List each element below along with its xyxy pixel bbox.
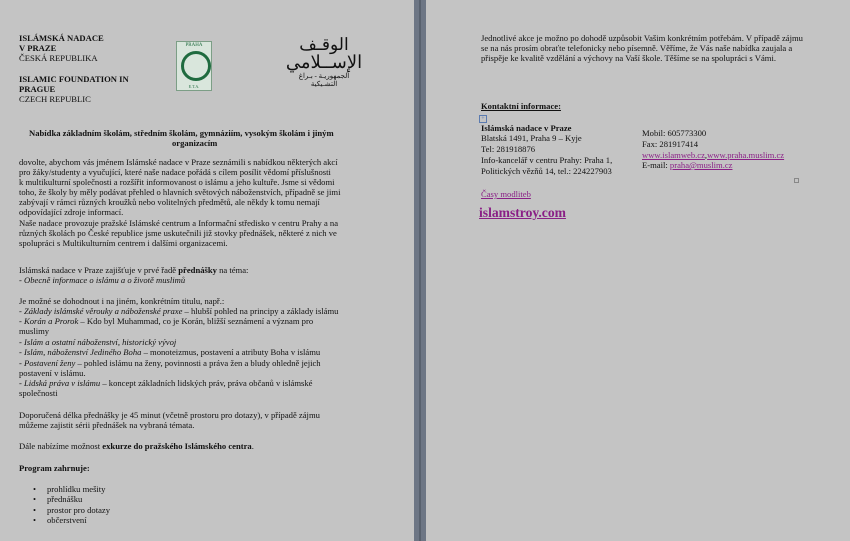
org-country-cs: ČESKÁ REPUBLIKA bbox=[19, 53, 98, 63]
topic-line bbox=[19, 337, 176, 347]
offer-title-2: organizacím bbox=[172, 138, 218, 148]
agree-line: Je možné se dohodnout i na jiném, konkrétním titulu, např.: bbox=[19, 296, 225, 306]
crescent-icon bbox=[181, 51, 211, 81]
contact-address: Blatská 1491, Praha 9 – Kyje bbox=[481, 133, 582, 143]
closing-line: se na nás prosím obraťte telefonicky nebo písemně. Věříme, že Vás naše nabídka zaujala a bbox=[481, 43, 793, 53]
page-2 bbox=[426, 0, 850, 541]
lecture-bold: přednášky bbox=[178, 265, 217, 275]
excursion-line bbox=[19, 441, 254, 451]
org-name-en-2: PRAGUE bbox=[19, 84, 56, 94]
topic-line bbox=[19, 358, 321, 368]
topic-line bbox=[19, 316, 313, 326]
contact-email bbox=[642, 160, 732, 170]
list-item: • přednášku bbox=[33, 494, 110, 504]
lecture-tail: na téma: bbox=[216, 265, 249, 275]
topic-line bbox=[19, 388, 58, 398]
contact-heading: Kontaktní informace: bbox=[481, 101, 561, 111]
topic-line bbox=[19, 368, 86, 378]
excursion-bold: exkurze do pražského Islámského centra bbox=[102, 441, 252, 451]
intro-line: k multikulturní společnosti a rozšířit informovanost o islámu a jeho kultuře. Jsme si vědomi bbox=[19, 177, 335, 187]
topic-desc: – Kdo byl Muhammad, co je Korán, bližší seznámení a význam pro bbox=[78, 316, 314, 326]
contact-fax: Fax: 281917414 bbox=[642, 139, 699, 149]
excursion-tail: . bbox=[251, 441, 254, 451]
web-link-2[interactable]: www.praha.muslim.cz bbox=[707, 150, 785, 160]
intro-line: pro žáky/studenty a vyučující, které naše nadace pořádá s cílem posílit vědomí příslušnosti bbox=[19, 167, 331, 177]
intro-line: toho, že školy by měly podávat přehled o hlavních světových náboženstvích, případně se jimi bbox=[19, 187, 341, 197]
topic-desc: společnosti bbox=[19, 388, 58, 398]
intro-line: spolupráci s Multikulturním centrem i dalšími organizacemi. bbox=[19, 238, 228, 248]
contact-org: Islámská nadace v Praze bbox=[481, 123, 572, 133]
closing-line: přispěje ke kvalitě vzdělání a výchovy na Vaší škole. Těšíme se na spolupráci s Vámi. bbox=[481, 53, 776, 63]
intro-line: odpovídající zdroje informací. bbox=[19, 207, 124, 217]
topic-desc: muslimy bbox=[19, 326, 50, 336]
islamstroy-link[interactable]: islamstroy.com bbox=[479, 205, 566, 220]
topic-title: - Islám a ostatní náboženství, historický vývoj bbox=[19, 337, 177, 347]
program-list bbox=[33, 484, 110, 525]
table-anchor-icon[interactable]: + bbox=[479, 115, 487, 123]
topic-title: - Postavení ženy bbox=[19, 358, 76, 368]
offer-title-1: Nabídka základním školám, středním školám, gymnáziím, vysokým školám i jiným bbox=[29, 128, 334, 138]
intro-line: Naše nadace provozuje pražské Islámské centrum a Informační středisko v centru Prahy a na bbox=[19, 218, 339, 228]
intro-line: zabývají v rámci různých kroužků nebo volitelných předmětů, ale někdy k tomu nemají bbox=[19, 197, 320, 207]
closing-line: Jednotlivé akce je možno po dohodě uzpůsobit Vašim konkrétním potřebám. V případě zájmu bbox=[481, 33, 803, 43]
arabic-line-2: الإســلامي bbox=[285, 52, 363, 72]
topic-desc: – pohled islámu na ženy, povinnosti a práva žen a bludy ohledně jejich bbox=[75, 358, 321, 368]
contact-phone: Tel: 281918876 bbox=[481, 144, 536, 154]
intro-line: dovolte, abychom vás jménem Islámské nadace v Praze seznámili s nabídkou některých akcí bbox=[19, 157, 338, 167]
arabic-line-3: الجمهوريـة - بـراغ bbox=[298, 72, 350, 80]
arabic-header bbox=[280, 36, 368, 88]
contact-web: www.islamweb.cz,www.praha.muslim.cz bbox=[642, 150, 785, 160]
topic-line bbox=[19, 306, 338, 316]
list-item: • prohlídku mešity bbox=[33, 484, 110, 494]
email-link[interactable]: praha@muslim.cz bbox=[669, 160, 733, 170]
org-name-en-1: ISLAMIC FOUNDATION IN bbox=[19, 74, 129, 84]
arabic-line-1: الوقـف bbox=[299, 35, 349, 54]
logo-sub: E.T.A. bbox=[188, 84, 200, 89]
topic-title: - Lidská práva v islámu bbox=[19, 378, 101, 388]
list-item: • prostor pro dotazy bbox=[33, 505, 110, 515]
excursion-lead: Dále nabízíme možnost bbox=[19, 441, 103, 451]
foundation-logo bbox=[176, 41, 212, 91]
contact-office-address: Politických vězňů 14, tel.: 224227903 bbox=[481, 166, 612, 176]
topic-desc: – hlubší pohled na principy a základy islámu bbox=[182, 306, 339, 316]
list-item: • občerstvení bbox=[33, 515, 110, 525]
topic-general: - Obecně informace o islámu a o životě muslimů bbox=[19, 275, 186, 285]
topic-title: - Korán a Prorok bbox=[19, 316, 79, 326]
contact-mobile: Mobil: 605773300 bbox=[642, 128, 707, 138]
contact-office: Info-kancelář v centru Prahy: Praha 1, bbox=[481, 155, 613, 165]
page-1 bbox=[0, 0, 414, 541]
topic-line bbox=[19, 347, 320, 357]
cursor-marker bbox=[794, 178, 799, 183]
topic-line bbox=[19, 326, 49, 336]
topic-desc: – monoteizmus, postavení a atributy Boha v islámu bbox=[141, 347, 321, 357]
topic-title: - Islám, náboženství Jediného Boha bbox=[19, 347, 142, 357]
topic-desc: postavení v islámu. bbox=[19, 368, 86, 378]
lecture-intro bbox=[19, 265, 248, 275]
org-name-cs-1: ISLÁMSKÁ NADACE bbox=[19, 33, 104, 43]
program-heading: Program zahrnuje: bbox=[19, 463, 90, 473]
prayer-times-link[interactable]: Časy modliteb bbox=[481, 189, 531, 199]
duration-line: můžeme zajistit sérii přednášek na vybraná témata. bbox=[19, 420, 195, 430]
org-country-en: CZECH REPUBLIC bbox=[19, 94, 91, 104]
topic-desc: – koncept základních lidských práv, práva občanů v islámské bbox=[100, 378, 313, 388]
page-gap bbox=[414, 0, 426, 541]
duration-line: Doporučená délka přednášky je 45 minut (včetně prostoru pro dotazy), v případě zájmu bbox=[19, 410, 320, 420]
intro-line: různých školách po České republice jsme uskutečnili již stovky přednášek, některé z nich ve bbox=[19, 228, 337, 238]
topic-title: - Základy islámské věrouky a náboženské praxe bbox=[19, 306, 183, 316]
email-label: E-mail: bbox=[642, 160, 670, 170]
org-name-cs-2: V PRAZE bbox=[19, 43, 57, 53]
logo-caption: PRAHA bbox=[185, 43, 203, 48]
arabic-line-4: التشـيكية bbox=[310, 80, 338, 88]
lecture-lead: Islámská nadace v Praze zajišťuje v prvé řadě bbox=[19, 265, 179, 275]
web-link-1[interactable]: www.islamweb.cz bbox=[642, 150, 705, 160]
topic-line bbox=[19, 378, 312, 388]
